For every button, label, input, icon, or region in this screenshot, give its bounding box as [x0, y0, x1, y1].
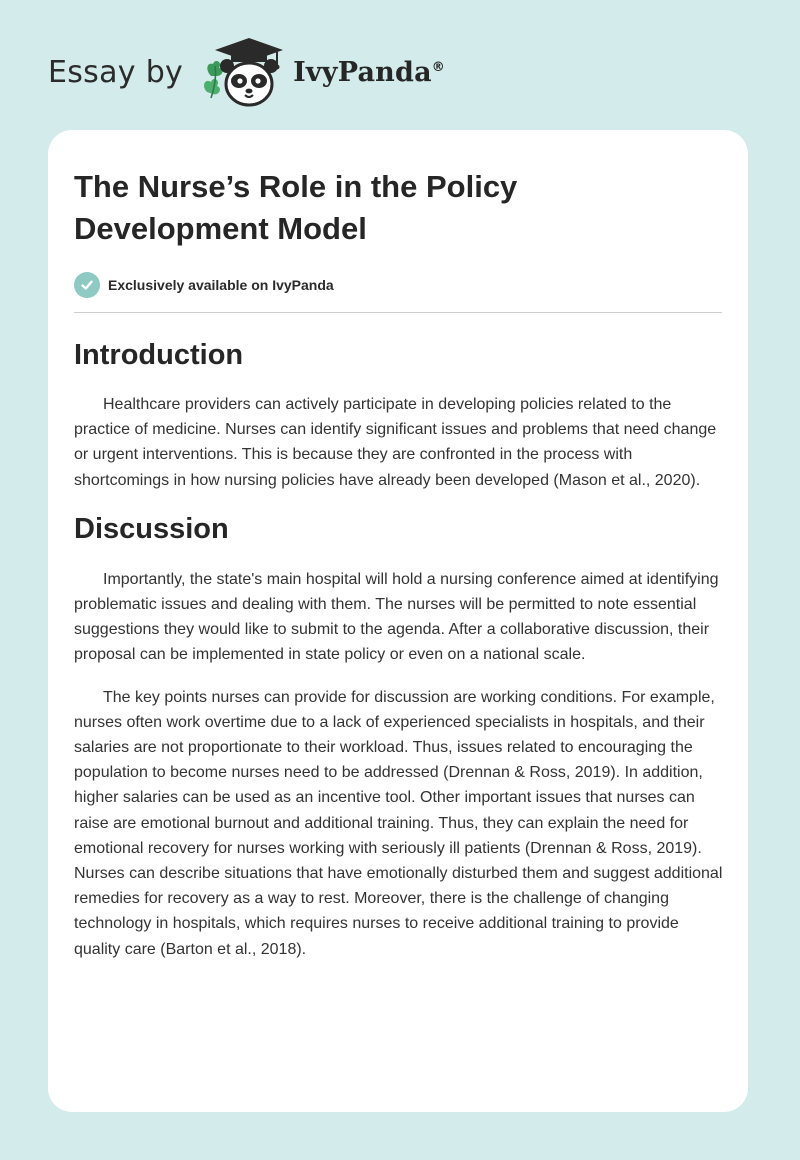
section-heading-discussion: Discussion [74, 512, 229, 545]
essay-by-label: Essay by [48, 54, 184, 90]
paragraph-discussion-2: The key points nurses can provide for discussion are working conditions. For example, nurses often work overtime due to a lack of experienced specialists in hospitals, and their salaries are not proportionate to their workload. Thus, issues related to encouraging the population to become nurses need to be addressed (Drennan & Ross, 2019). In addition, higher salaries can be used as an incentive tool. Other important issues that nurses can raise are emotional burnout and additional training. Thus, they can explain the need for emotional recovery for nurses working with seriously ill patients (Drennan & Ross, 2019). Nurses can describe situations that have emotionally disturbed them and suggest additional remedies for recovery as a way to rest. Moreover, there is the challenge of changing technology in hospitals, which requires nurses to receive additional training to provide quality care (Barton et al., 2018). [74, 688, 723, 958]
site-header [48, 36, 445, 108]
exclusive-badge [74, 272, 722, 298]
paragraph-introduction: Healthcare providers can actively participate in developing policies related to the practice of medicine. Nurses can identify significant issues and problems that need change or urgent interventions. This is because they are confronted in the process with shortcomings in how nursing policies have already been developed (Mason et al., 2020). [74, 396, 717, 489]
essay-card [48, 130, 748, 1112]
section-heading-introduction: Introduction [74, 339, 244, 371]
essay-title: The Nurse’s Role in the Policy Development Model [74, 169, 518, 246]
check-circle-icon [74, 272, 100, 298]
paragraph-discussion-1: Importantly, the state's main hospital will hold a nursing conference aimed at identifying problematic issues and dealing with them. The nurses will be permitted to note essential suggestions they would like to submit to the agenda. After a collaborative discussion, their proposal can be implemented in state policy or even on a national scale. [74, 570, 719, 664]
panda-graduate-logo-icon[interactable] [197, 36, 289, 108]
divider [74, 312, 722, 313]
registered-mark: ® [431, 59, 445, 75]
brand-name[interactable]: IvyPanda® [293, 56, 445, 88]
exclusive-note: Exclusively available on IvyPanda [108, 277, 334, 293]
